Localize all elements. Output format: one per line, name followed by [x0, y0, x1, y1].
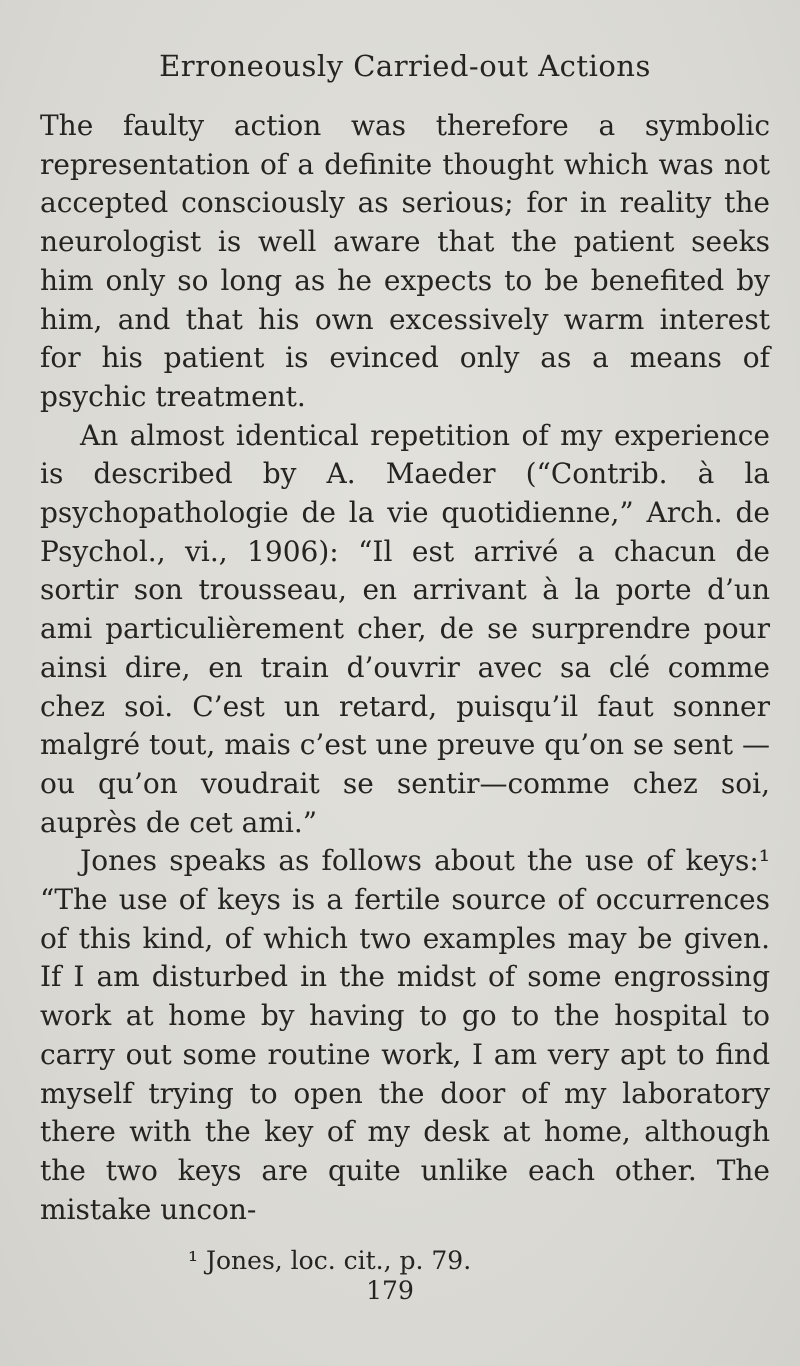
- running-head: Erroneously Carried-out Actions: [159, 49, 651, 83]
- paragraph-1: The faulty action was therefore a symbolic representation of a definite thought which was not accepted consciously as serious; for in reality the neurologist is well aware that the patient seeks him only so long as he expects to be benefited by him, and that his own excessively warm interest for his patient is evinced only as a means of psychic treatment.: [40, 109, 770, 413]
- paragraph-3: Jones speaks as follows about the use of keys:¹ “The use of keys is a fertile source of occurrences of this kind, of which two examples may be given. If I am disturbed in the midst of some engrossing work at home by having to go to the hospital to carry out some routine work, I am very apt to find myself trying to open the door of my laboratory there with the key of my desk at home, although the two keys are quite unlike each other. The mistake uncon-: [40, 844, 770, 1226]
- page-number: 179: [366, 1276, 414, 1306]
- paragraph-2: An almost identical repetition of my experience is described by A. Maeder (“Contrib. à la psychopathologie de la vie quotidienne,” Arch. de Psychol., vi., 1906): “Il est arrivé a chacun de sortir son trousseau, en arrivant à la porte d’un ami particulièrement cher, de se surprendre pour ainsi dire, en train d’ouvrir avec sa clé comme chez soi. C’est un retard, puisqu’il faut sonner malgré tout, mais c’est une preuve qu’on se sent —ou qu’on voudrait se sentir—comme chez soi, auprès de cet ami.”: [40, 418, 770, 839]
- footnote: ¹ Jones, loc. cit., p. 79.: [188, 1246, 472, 1276]
